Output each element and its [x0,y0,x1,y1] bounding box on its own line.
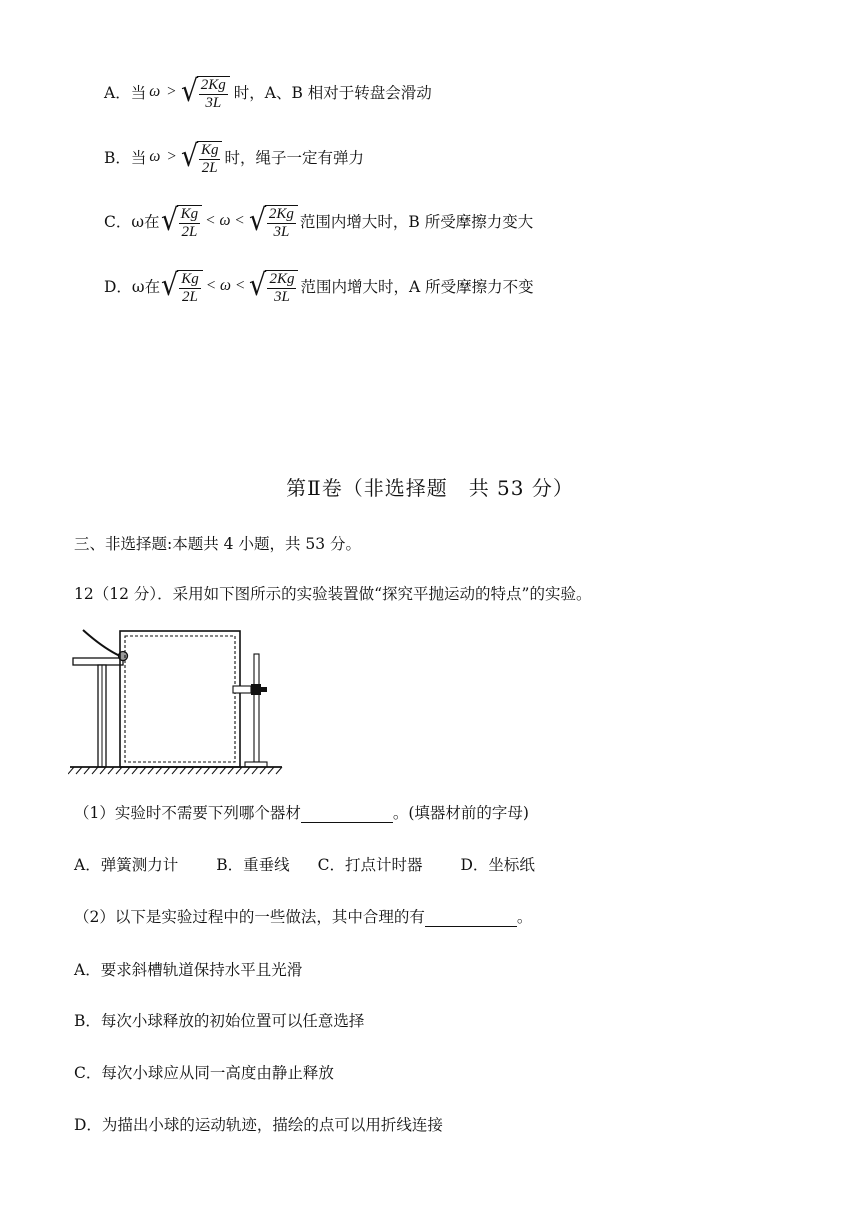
greater-than: > [166,83,177,100]
part-1-prompt: （1）实验时不需要下列哪个器材 [74,804,301,822]
omega-symbol: ω [149,148,161,165]
sqrt-expression: √ $\frac{2Kg}{3L}$ [248,201,298,241]
sqrt-expression: √ $\frac{2Kg}{3L}$ [248,266,298,306]
answer-blank [301,806,393,823]
part-1-option-c: C．打点计时器 [317,856,423,874]
omega-symbol: ω [149,83,161,100]
fraction-numerator: Kg [200,142,219,158]
option-a [104,72,432,112]
option-d-text: 范围内增大时，A 所受摩擦力不变 [300,278,534,296]
option-d-label: D．ω在 [104,278,161,296]
fraction-numerator: 2Kg [200,77,226,93]
fraction-denominator: 2L [181,224,198,240]
fraction-denominator: 2L [201,160,218,176]
fraction-denominator: 3L [273,224,290,240]
part-1-suffix: 。(填器材前的字母) [392,804,529,822]
question-12-part-2 [74,907,532,927]
option-b [104,137,364,177]
part-2-option-a: A．要求斜槽轨道保持水平且光滑 [74,961,303,979]
inequality: < ω < [205,212,245,229]
option-a-label: A．当 [104,84,147,102]
option-d [104,266,534,306]
fraction-numerator: Kg [180,206,199,222]
part-2-prompt: （2）以下是实验过程中的一些做法，其中合理的有 [74,908,425,926]
part-2-option-c: C．每次小球应从同一高度由静止释放 [74,1064,334,1082]
part-2-suffix: 。 [516,908,533,926]
fraction-denominator: 3L [274,289,290,305]
option-c-text: 范围内增大时，B 所受摩擦力变大 [299,213,534,231]
greater-than: > [166,148,177,165]
fraction-numerator: 2Kg [268,206,294,222]
option-a-text: 时，A、B 相对于转盘会滑动 [233,84,432,102]
part-1-option-a: A．弹簧测力计 [74,856,179,874]
fraction-numerator: Kg [181,271,199,287]
apparatus-diagram [68,626,288,778]
question-12-stem: 12（12 分）．采用如下图所示的实验装置做“探究平抛运动的特点”的实验。 [74,585,592,603]
sqrt-expression: √ $\frac{Kg}{2L}$ [160,201,203,241]
part-2-option-b: B．每次小球释放的初始位置可以任意选择 [74,1012,365,1030]
option-b-text: 时，绳子一定有弹力 [224,149,364,167]
section-intro: 三、非选择题:本题共 4 小题，共 53 分。 [74,535,362,553]
question-12-part-1 [74,803,529,823]
sqrt-expression: √ $\frac{Kg}{2L}$ [160,266,203,306]
sqrt-expression: √ $\frac{2Kg}{3L}$ [180,72,230,112]
option-c [104,201,533,241]
fraction-numerator: 2Kg [269,271,295,287]
part-2-option-d: D．为描出小球的运动轨迹，描绘的点可以用折线连接 [74,1116,443,1134]
fraction-denominator: 3L [205,95,222,111]
fraction-denominator: 2L [182,289,198,305]
part-1-option-b: B．重垂线 [216,856,290,874]
inequality: < ω < [205,277,246,294]
option-b-label: B．当 [104,149,147,167]
section-title: 第Ⅱ卷（非选择题 共 53 分） [286,476,574,500]
sqrt-expression: √ $\frac{Kg}{2L}$ [180,137,223,177]
answer-blank [425,910,517,927]
option-c-label: C．ω在 [104,213,160,231]
part-1-option-d: D．坐标纸 [460,856,535,874]
part-1-options [74,855,573,875]
